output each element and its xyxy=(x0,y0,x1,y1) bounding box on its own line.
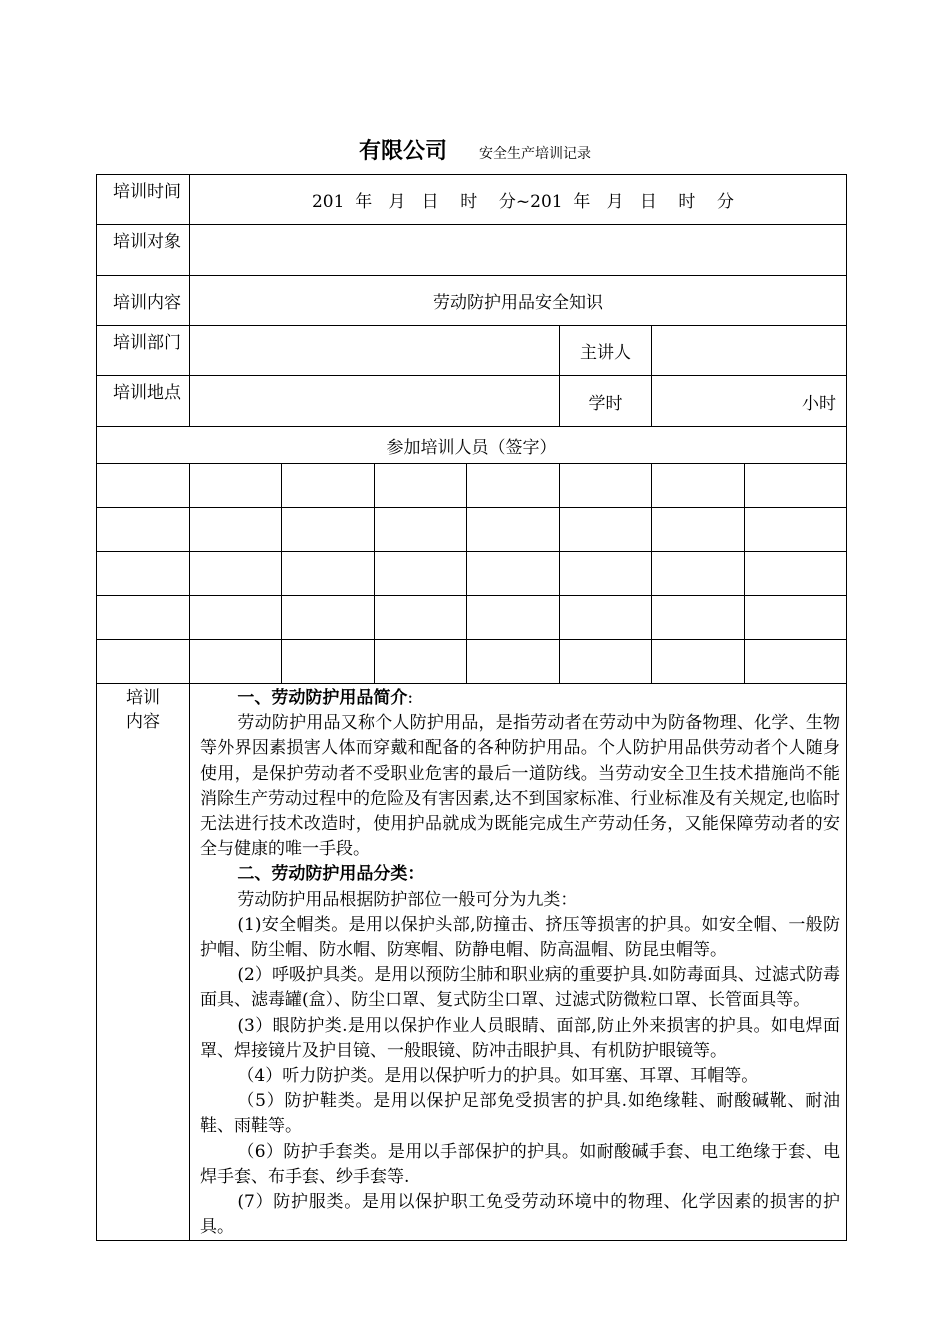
section-heading-1: 一、劳动防护用品简介: xyxy=(237,688,414,708)
row-training-place xyxy=(97,376,847,427)
signature-cell[interactable] xyxy=(97,464,190,508)
label-training-dept: 培训部门 xyxy=(97,326,190,376)
row-training-time xyxy=(97,175,847,225)
signature-cell[interactable] xyxy=(97,640,190,684)
attendees-header: 参加培训人员（签字） xyxy=(97,427,847,464)
label-training-time: 培训时间 xyxy=(97,175,190,225)
signature-cell[interactable] xyxy=(282,552,375,596)
field-training-topic[interactable]: 劳动防护用品安全知识 xyxy=(190,276,847,326)
signature-cell[interactable] xyxy=(745,464,847,508)
signature-cell[interactable] xyxy=(97,552,190,596)
signature-cell[interactable] xyxy=(282,640,375,684)
signature-row xyxy=(97,508,847,552)
field-hours[interactable]: 小时 xyxy=(652,376,847,427)
signature-cell[interactable] xyxy=(652,640,745,684)
signature-cell[interactable] xyxy=(190,508,282,552)
training-content-body xyxy=(190,684,847,1241)
signature-cell[interactable] xyxy=(652,464,745,508)
label-training-topic: 培训内容 xyxy=(97,276,190,326)
signature-cell[interactable] xyxy=(560,508,652,552)
signature-cell[interactable] xyxy=(190,640,282,684)
signature-cell[interactable] xyxy=(745,596,847,640)
signature-cell[interactable] xyxy=(97,596,190,640)
signature-cell[interactable] xyxy=(652,596,745,640)
row-training-target xyxy=(97,225,847,276)
row-attendees-header xyxy=(97,427,847,464)
row-training-dept xyxy=(97,326,847,376)
signature-cell[interactable] xyxy=(375,464,467,508)
label-training-content xyxy=(97,684,190,1241)
field-training-target[interactable] xyxy=(190,225,847,276)
signature-cell[interactable] xyxy=(375,640,467,684)
signature-cell[interactable] xyxy=(282,596,375,640)
item-helmet: (1)安全帽类。是用以保护头部,防撞击、挤压等损害的护具。如安全帽、一般防护帽、防尘帽、防水帽、防寒帽、防静电帽、防高温帽、防昆虫帽等。 xyxy=(200,914,841,961)
field-speaker[interactable] xyxy=(652,326,847,376)
signature-cell[interactable] xyxy=(467,552,560,596)
signature-cell[interactable] xyxy=(745,640,847,684)
item-eye: (3）眼防护类.是用以保护作业人员眼睛、面部,防止外来损害的护具。如电焊面罩、焊接镜片及护目镜、一般眼镜、防冲击眼护具、有机防护眼镜等。 xyxy=(200,1015,841,1061)
paragraph-intro: 劳动防护用品又称个人防护用品，是指劳动者在劳动中为防备物理、化学、生物等外界因素损害人体而穿戴和配备的各种防护用品。个人防护用品供劳动者个人随身使用，是保护劳动者不受职业危害的最后一道防线。当劳动安全卫生技术措施尚不能消除生产劳动过程中的危险及有害因素,达不到国家标准、行业标准及有关规定,也临时无法进行技术改造时，使用护品就成为既能完成生产劳动任务，又能保障劳动者的安全与健康的唯一手段。 xyxy=(200,713,841,860)
signature-cell[interactable] xyxy=(190,464,282,508)
content-label-line-2: 内容 xyxy=(126,712,160,732)
signature-cell[interactable] xyxy=(97,508,190,552)
signature-cell[interactable] xyxy=(652,552,745,596)
signature-row xyxy=(97,596,847,640)
signature-cell[interactable] xyxy=(282,464,375,508)
training-record-table xyxy=(96,174,847,1241)
signature-cell[interactable] xyxy=(560,552,652,596)
item-shoes: （5）防护鞋类。是用以保护足部免受损害的护具.如绝缘鞋、耐酸碱靴、耐油鞋、雨鞋等。 xyxy=(200,1091,841,1137)
row-training-content xyxy=(97,684,847,1241)
signature-cell[interactable] xyxy=(375,596,467,640)
item-hearing: （4）听力防护类。是用以保护听力的护具。如耳塞、耳罩、耳帽等。 xyxy=(237,1066,759,1087)
signature-cell[interactable] xyxy=(282,508,375,552)
label-training-target: 培训对象 xyxy=(97,225,190,276)
document-title xyxy=(0,134,950,165)
field-training-place[interactable] xyxy=(190,376,560,427)
signature-row xyxy=(97,464,847,508)
item-gloves: （6）防护手套类。是用以手部保护的护具。如耐酸碱手套、电工绝缘于套、电焊手套、布手套、纱手套等. xyxy=(200,1141,841,1187)
label-training-place: 培训地点 xyxy=(97,376,190,427)
signature-cell[interactable] xyxy=(652,508,745,552)
signature-cell[interactable] xyxy=(745,508,847,552)
content-label-line-1: 培训 xyxy=(126,688,160,708)
signature-cell[interactable] xyxy=(190,552,282,596)
signature-cell[interactable] xyxy=(560,596,652,640)
signature-row xyxy=(97,552,847,596)
signature-cell[interactable] xyxy=(560,640,652,684)
label-hours: 学时 xyxy=(560,376,652,427)
signature-cell[interactable] xyxy=(467,508,560,552)
signature-cell[interactable] xyxy=(190,596,282,640)
signature-cell[interactable] xyxy=(467,464,560,508)
field-training-time[interactable]: 201 年 月 日 时 分~201 年 月 日 时 分 xyxy=(190,175,847,225)
record-title: 安全生产培训记录 xyxy=(479,146,591,162)
section-heading-2: 二、劳动防护用品分类： xyxy=(237,864,425,885)
row-training-topic xyxy=(97,276,847,326)
signature-cell[interactable] xyxy=(467,640,560,684)
company-name: 有限公司 xyxy=(358,139,447,164)
signature-row xyxy=(97,640,847,684)
signature-cell[interactable] xyxy=(375,552,467,596)
signature-cell[interactable] xyxy=(745,552,847,596)
signature-cell[interactable] xyxy=(375,508,467,552)
item-clothing: (7）防护服类。是用以保护职工免受劳动环境中的物理、化学因素的损害的护具。 xyxy=(200,1192,841,1238)
field-training-dept[interactable] xyxy=(190,326,560,376)
label-speaker: 主讲人 xyxy=(560,326,652,376)
signature-cell[interactable] xyxy=(560,464,652,508)
paragraph-classification: 劳动防护用品根据防护部位一般可分为九类： xyxy=(237,889,578,910)
item-respiratory: (2）呼吸护具类。是用以预防尘肺和职业病的重要护具.如防毒面具、过滤式防毒面具、滤毒罐(盒）、防尘口罩、复式防尘口罩、过滤式防微粒口罩、长管面具等。 xyxy=(200,965,841,1011)
signature-cell[interactable] xyxy=(467,596,560,640)
